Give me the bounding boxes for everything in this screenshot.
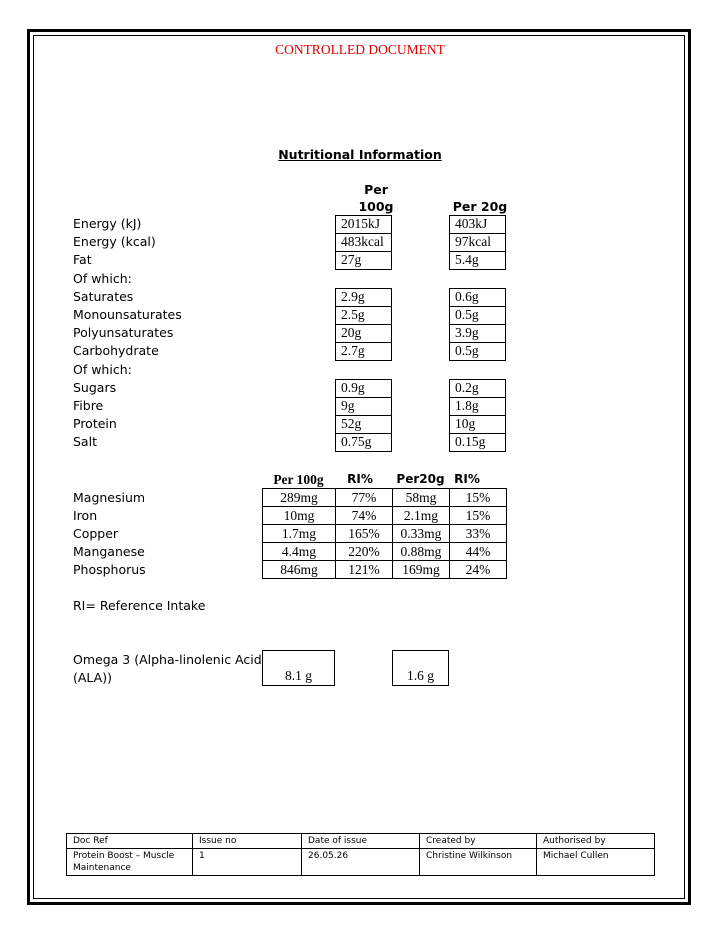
mineral-per100-cell: 289mg — [263, 489, 336, 507]
mineral-per20-cell: 0.88mg — [393, 543, 450, 561]
doc-ref-header: Doc Ref — [67, 834, 193, 849]
issue-no-header: Issue no — [193, 834, 302, 849]
mineral-per20-cell: 2.1mg — [393, 507, 450, 525]
value-per20-cell: 1.8g — [449, 397, 506, 415]
value-per100-cell: 483kcal — [335, 233, 392, 251]
date-of-issue-value: 26.05.26 — [302, 849, 420, 876]
value-per100-cell: 0.9g — [335, 379, 392, 397]
mineral-head-ri20: RI% — [454, 472, 480, 486]
page-border-inner — [33, 35, 685, 899]
mineral-per20-cell: 169mg — [393, 561, 450, 579]
created-by-value: Christine Wilkinson — [420, 849, 537, 876]
value-per100-cell: 2015kJ — [335, 215, 392, 233]
nutrient-label: Sugars — [73, 380, 117, 395]
nutrient-label: Salt — [73, 434, 97, 449]
value-per20-cell: 97kcal — [449, 233, 506, 251]
value-per20-cell: 403kJ — [449, 215, 506, 233]
value-per100-cell: 52g — [335, 415, 392, 433]
value-per20-cell: 10g — [449, 415, 506, 433]
mineral-per100-cell: 4.4mg — [263, 543, 336, 561]
doc-ref-value: Protein Boost – Muscle Maintenance — [67, 849, 193, 876]
value-per20-cell: 0.2g — [449, 379, 506, 397]
col-head-per20: Per 20g — [452, 199, 508, 214]
value-per100-cell: 2.9g — [335, 288, 392, 306]
table-row — [263, 489, 507, 507]
table-row — [263, 561, 507, 579]
omega-per100-cell: 8.1 g — [262, 650, 335, 686]
nutrient-label: Protein — [73, 416, 117, 431]
value-per20-cell: 0.5g — [449, 306, 506, 324]
mineral-head-per100: Per 100g — [273, 472, 324, 487]
created-by-header: Created by — [420, 834, 537, 849]
mineral-ri100-cell: 77% — [336, 489, 393, 507]
nutrient-label: Carbohydrate — [73, 343, 159, 358]
mineral-ri20-cell: 33% — [450, 525, 507, 543]
mineral-head-ri100: RI% — [347, 472, 373, 486]
nutrient-label: Of which: — [73, 362, 132, 377]
mineral-head-per20: Per20g — [396, 472, 445, 486]
mineral-label: Phosphorus — [73, 562, 146, 577]
nutrient-label: Of which: — [73, 271, 132, 286]
omega-label-line2: (ALA)) — [73, 670, 112, 685]
minerals-table — [262, 488, 507, 579]
nutrient-label: Fibre — [73, 398, 104, 413]
value-per20-cell: 0.6g — [449, 288, 506, 306]
value-per100-cell: 2.5g — [335, 306, 392, 324]
mineral-ri20-cell: 15% — [450, 507, 507, 525]
value-per20-cell: 3.9g — [449, 324, 506, 342]
nutrient-label: Energy (kcal) — [73, 234, 156, 249]
mineral-ri100-cell: 74% — [336, 507, 393, 525]
mineral-ri20-cell: 44% — [450, 543, 507, 561]
page-title: Nutritional Information — [278, 147, 442, 162]
nutrient-label: Energy (kJ) — [73, 216, 142, 231]
mineral-ri100-cell: 220% — [336, 543, 393, 561]
value-per100-cell: 20g — [335, 324, 392, 342]
table-row — [263, 507, 507, 525]
table-row — [263, 525, 507, 543]
authorised-by-header: Authorised by — [537, 834, 655, 849]
mineral-ri100-cell: 121% — [336, 561, 393, 579]
mineral-per100-cell: 846mg — [263, 561, 336, 579]
issue-no-value: 1 — [193, 849, 302, 876]
value-per100-cell: 0.75g — [335, 433, 392, 452]
nutrient-label: Fat — [73, 252, 92, 267]
mineral-label: Iron — [73, 508, 98, 523]
nutrient-label: Monounsaturates — [73, 307, 182, 322]
table-row — [263, 543, 507, 561]
mineral-label: Copper — [73, 526, 119, 541]
value-per100-cell: 9g — [335, 397, 392, 415]
document-control-table — [66, 833, 655, 876]
col-head-per100-line2: 100g — [358, 199, 394, 214]
mineral-ri20-cell: 15% — [450, 489, 507, 507]
mineral-per20-cell: 0.33mg — [393, 525, 450, 543]
col-head-per100-line1: Per — [364, 182, 388, 197]
value-per20-cell: 5.4g — [449, 251, 506, 270]
table-row — [67, 849, 655, 876]
mineral-ri100-cell: 165% — [336, 525, 393, 543]
mineral-ri20-cell: 24% — [450, 561, 507, 579]
mineral-label: Magnesium — [73, 490, 146, 505]
table-row — [67, 834, 655, 849]
omega-per20-cell: 1.6 g — [392, 650, 449, 686]
authorised-by-value: Michael Cullen — [537, 849, 655, 876]
nutrient-label: Saturates — [73, 289, 134, 304]
ri-note: RI= Reference Intake — [73, 598, 206, 613]
date-of-issue-header: Date of issue — [302, 834, 420, 849]
controlled-document-label: CONTROLLED DOCUMENT — [275, 42, 445, 57]
value-per20-cell: 0.5g — [449, 342, 506, 361]
omega-label-line1: Omega 3 (Alpha-linolenic Acid — [73, 652, 262, 667]
value-per100-cell: 2.7g — [335, 342, 392, 361]
mineral-per100-cell: 10mg — [263, 507, 336, 525]
mineral-label: Manganese — [73, 544, 145, 559]
value-per100-cell: 27g — [335, 251, 392, 270]
value-per20-cell: 0.15g — [449, 433, 506, 452]
nutrient-label: Polyunsaturates — [73, 325, 174, 340]
mineral-per20-cell: 58mg — [393, 489, 450, 507]
mineral-per100-cell: 1.7mg — [263, 525, 336, 543]
